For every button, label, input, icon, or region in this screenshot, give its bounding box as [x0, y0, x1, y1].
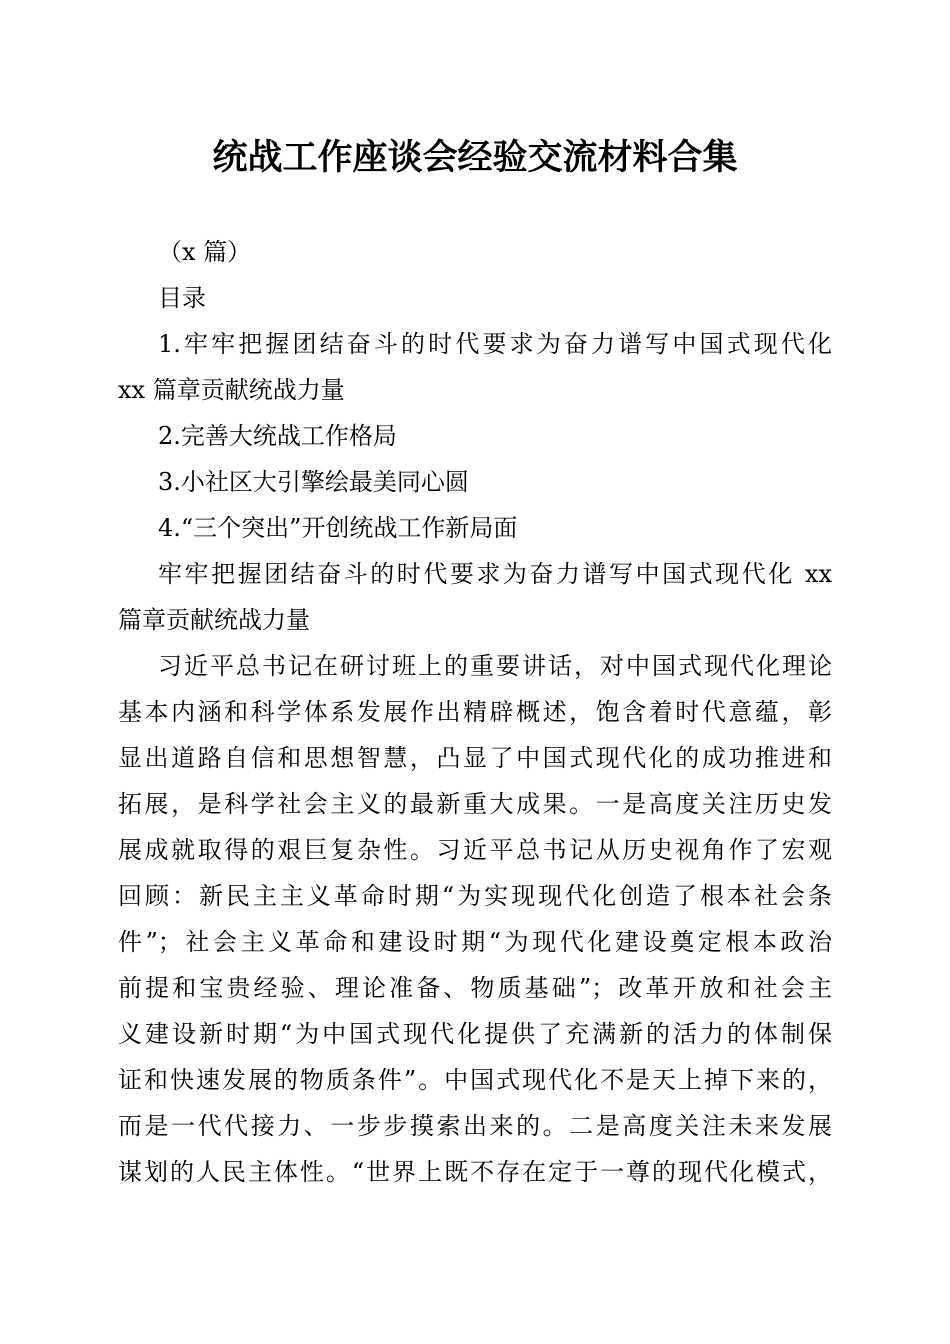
article-heading-line-1: 牢牢把握团结奋斗的时代要求为奋力谱写中国式现代化 xx [158, 560, 832, 588]
paragraph-line: 而是一代代接力、一步步摸索出来的。二是高度关注未来发展 [118, 1112, 832, 1140]
toc-item-2: 2.完善大统战工作格局 [158, 422, 397, 450]
toc-item-1 [118, 321, 832, 413]
toc-item-1-line-2: xx 篇章贡献统战力量 [118, 376, 345, 404]
toc-item-4: 4.“三个突出”开创统战工作新局面 [158, 514, 518, 542]
paragraph-line: 前提和宝贵经验、理论准备、物质基础”；改革开放和社会主 [118, 974, 832, 1002]
paragraph-line: 显出道路自信和思想智慧，凸显了中国式现代化的成功推进和 [118, 744, 832, 772]
toc-item-3: 3.小社区大引擎绘最美同心圆 [158, 468, 469, 496]
document-subtitle: （x 篇） [158, 238, 252, 266]
document-title: 统战工作座谈会经验交流材料合集 [212, 137, 738, 178]
paragraph-line: 展成就取得的艰巨复杂性。习近平总书记从历史视角作了宏观 [118, 836, 832, 864]
article-heading [118, 551, 832, 643]
paragraph-line: 谋划的人民主体性。“世界上既不存在定于一尊的现代化模式， [118, 1158, 832, 1186]
paragraph-line: 回顾：新民主主义革命时期“为实现现代化创造了根本社会条 [118, 882, 832, 910]
document-body [118, 229, 832, 1195]
paragraph-line: 证和快速发展的物质条件”。中国式现代化不是天上掉下来的， [118, 1066, 832, 1094]
paragraph-line: 习近平总书记在研讨班上的重要讲话，对中国式现代化理论 [158, 652, 832, 680]
toc-item-1-line-1: 1.牢牢把握团结奋斗的时代要求为奋力谱写中国式现代化 [158, 330, 832, 358]
paragraph-line: 基本内涵和科学体系发展作出精辟概述，饱含着时代意蕴，彰 [118, 698, 832, 726]
paragraph-line: 件”；社会主义革命和建设时期“为现代化建设奠定根本政治 [118, 928, 832, 956]
toc-heading: 目录 [158, 284, 206, 312]
article-heading-line-2: 篇章贡献统战力量 [118, 606, 310, 634]
article-paragraph [118, 643, 832, 1195]
paragraph-line: 拓展，是科学社会主义的最新重大成果。一是高度关注历史发 [118, 790, 832, 818]
paragraph-line: 义建设新时期“为中国式现代化提供了充满新的活力的体制保 [118, 1020, 832, 1048]
